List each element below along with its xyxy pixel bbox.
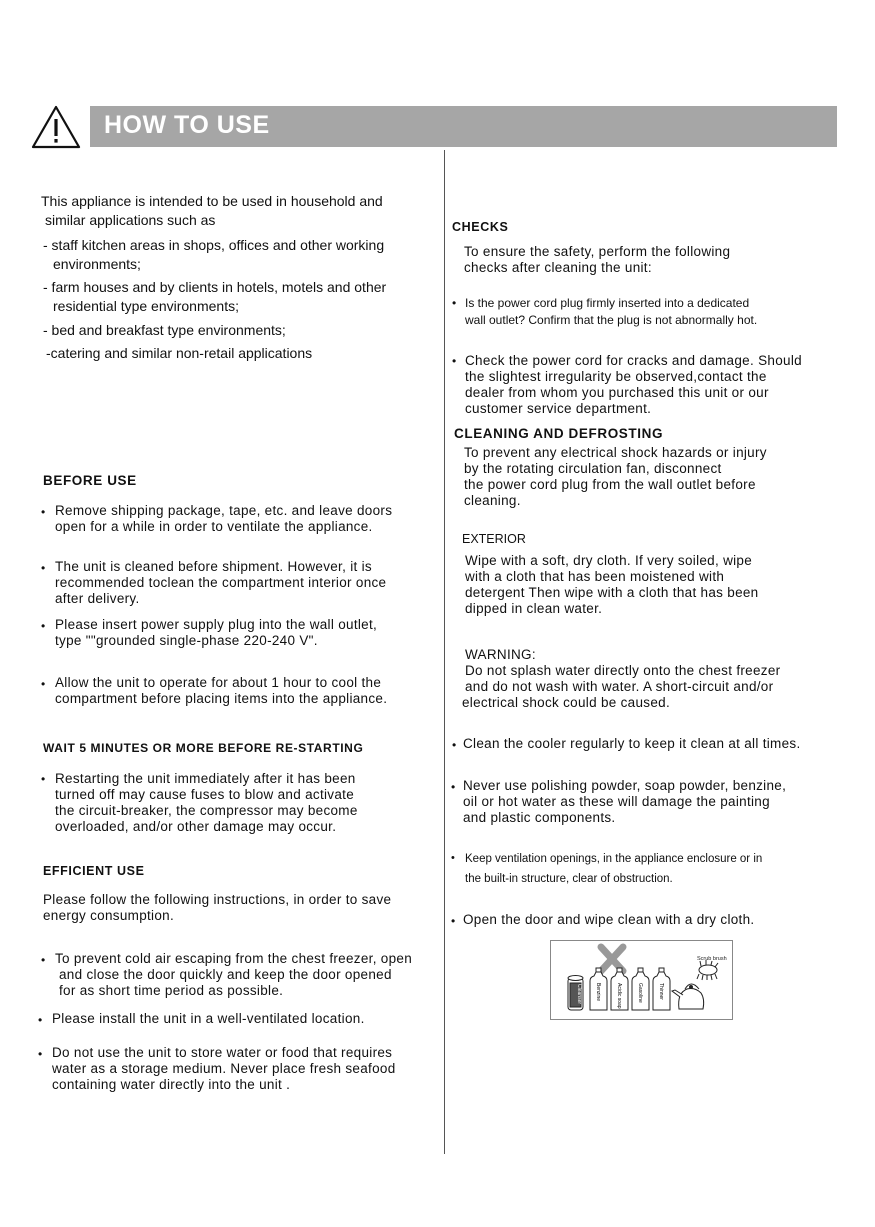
warning-triangle-icon bbox=[30, 104, 82, 150]
list-item: Remove shipping package, tape, etc. and leave doors bbox=[55, 503, 393, 518]
bottle-label: Cleanser bbox=[576, 984, 582, 1005]
list-item: customer service department. bbox=[465, 401, 652, 416]
paragraph-line: the power cord plug from the wall outlet before bbox=[464, 477, 756, 492]
list-item: Open the door and wipe clean with a dry cloth. bbox=[463, 912, 755, 927]
section-title-bar bbox=[90, 106, 837, 147]
list-item: after delivery. bbox=[55, 591, 140, 606]
bullet-icon: • bbox=[451, 914, 456, 928]
bullet-icon: • bbox=[452, 296, 457, 310]
list-item: Please insert power supply plug into the wall outlet, bbox=[55, 617, 378, 632]
warning-label: WARNING: bbox=[465, 647, 536, 662]
list-item: dealer from whom you purchased this unit or our bbox=[465, 385, 769, 400]
section-heading: EFFICIENT USE bbox=[43, 864, 145, 878]
column-divider bbox=[444, 150, 445, 1154]
bullet-icon: • bbox=[41, 953, 46, 967]
list-item: and close the door quickly and keep the door opened bbox=[59, 967, 392, 982]
list-item: type ""grounded single-phase 220-240 V". bbox=[55, 633, 318, 648]
subheading: EXTERIOR bbox=[462, 532, 526, 546]
bottle-label: Acidic soap bbox=[616, 983, 622, 1009]
cleaning-agents-illustration bbox=[550, 940, 733, 1020]
bullet-icon: • bbox=[41, 619, 46, 633]
list-item: Please install the unit in a well-ventilated location. bbox=[52, 1011, 365, 1026]
list-item: oil or hot water as these will damage the painting bbox=[463, 794, 770, 809]
use-item: -catering and similar non-retail applications bbox=[46, 345, 313, 361]
list-item: Check the power cord for cracks and damage. Should bbox=[465, 353, 802, 368]
paragraph-line: Wipe with a soft, dry cloth. If very soiled, wipe bbox=[465, 553, 753, 568]
kettle-icon bbox=[672, 984, 704, 1009]
paragraph-line: dipped in clean water. bbox=[465, 601, 603, 616]
list-item: Clean the cooler regularly to keep it clean at all times. bbox=[463, 736, 801, 751]
list-item: compartment before placing items into the appliance. bbox=[55, 691, 388, 706]
list-item: the circuit-breaker, the compressor may become bbox=[55, 803, 358, 818]
bullet-icon: • bbox=[41, 505, 46, 519]
scrub-brush-label: Scrub brush bbox=[697, 956, 727, 962]
use-item: - bed and breakfast type environments; bbox=[43, 322, 286, 338]
bullet-icon: • bbox=[41, 772, 46, 786]
bottle-label: Benzine bbox=[595, 983, 601, 1002]
bullet-icon: • bbox=[452, 354, 457, 368]
use-item: - staff kitchen areas in shops, offices and other working bbox=[43, 237, 385, 253]
paragraph-line: Do not splash water directly onto the chest freezer bbox=[465, 663, 781, 678]
bullet-icon: • bbox=[451, 780, 456, 794]
list-item: The unit is cleaned before shipment. However, it is bbox=[55, 559, 372, 574]
use-item: - farm houses and by clients in hotels, motels and other bbox=[43, 279, 387, 295]
bottle-label: Thinner bbox=[658, 983, 664, 1000]
list-item: and plastic components. bbox=[463, 810, 616, 825]
paragraph-line: To prevent any electrical shock hazards or injury bbox=[464, 445, 767, 460]
list-item: containing water directly into the unit . bbox=[52, 1077, 291, 1092]
section-heading: CHECKS bbox=[452, 220, 509, 234]
section-heading: BEFORE USE bbox=[43, 473, 137, 488]
list-item: Do not use the unit to store water or food that requires bbox=[52, 1045, 393, 1060]
paragraph-line: energy consumption. bbox=[43, 908, 175, 923]
paragraph-line: electrical shock could be caused. bbox=[462, 695, 671, 710]
list-item: Restarting the unit immediately after it has been bbox=[55, 771, 356, 786]
paragraph-line: Please follow the following instructions, in order to save bbox=[43, 892, 392, 907]
prohibited-x-icon bbox=[601, 947, 623, 971]
paragraph-line: by the rotating circulation fan, disconnect bbox=[464, 461, 722, 476]
list-item: for as short time period as possible. bbox=[59, 983, 284, 998]
bottle-label: Gasoline bbox=[637, 983, 643, 1003]
list-item: Is the power cord plug firmly inserted into a dedicated bbox=[465, 296, 750, 310]
bullet-icon: • bbox=[38, 1013, 43, 1027]
list-item: Keep ventilation openings, in the appliance enclosure or in bbox=[465, 853, 763, 865]
bullet-icon: • bbox=[38, 1047, 43, 1061]
list-item: Never use polishing powder, soap powder, benzine, bbox=[463, 778, 787, 793]
list-item: the slightest irregularity be observed,contact the bbox=[465, 369, 767, 384]
use-item: environments; bbox=[53, 256, 141, 272]
paragraph-line: cleaning. bbox=[464, 493, 521, 508]
paragraph-line: and do not wash with water. A short-circuit and/or bbox=[465, 679, 774, 694]
list-item: wall outlet? Confirm that the plug is not abnormally hot. bbox=[465, 313, 758, 327]
paragraph-line: detergent Then wipe with a cloth that has been bbox=[465, 585, 759, 600]
paragraph-line: with a cloth that has been moistened with bbox=[465, 569, 725, 584]
list-item: open for a while in order to ventilate the appliance. bbox=[55, 519, 373, 534]
section-heading: WAIT 5 MINUTES OR MORE BEFORE RE-STARTING bbox=[43, 741, 364, 755]
list-item: recommended toclean the compartment interior once bbox=[55, 575, 387, 590]
bullet-icon: • bbox=[41, 677, 46, 691]
bullet-icon: • bbox=[452, 738, 457, 752]
bullet-icon: • bbox=[451, 852, 455, 864]
scrub-brush-icon bbox=[697, 960, 718, 980]
list-item: turned off may cause fuses to blow and activate bbox=[55, 787, 355, 802]
list-item: water as a storage medium. Never place fresh seafood bbox=[52, 1061, 396, 1076]
section-heading: CLEANING AND DEFROSTING bbox=[454, 426, 664, 441]
list-item: Allow the unit to operate for about 1 hour to cool the bbox=[55, 675, 382, 690]
list-item: overloaded, and/or other damage may occur. bbox=[55, 819, 337, 834]
intro-line: This appliance is intended to be used in household and bbox=[41, 193, 383, 209]
list-item: the built-in structure, clear of obstruction. bbox=[465, 873, 673, 885]
paragraph-line: checks after cleaning the unit: bbox=[464, 260, 652, 275]
use-item: residential type environments; bbox=[53, 298, 239, 314]
list-item: To prevent cold air escaping from the chest freezer, open bbox=[55, 951, 413, 966]
page-title: HOW TO USE bbox=[104, 111, 270, 139]
paragraph-line: To ensure the safety, perform the following bbox=[464, 244, 731, 259]
intro-line: similar applications such as bbox=[45, 212, 216, 228]
bullet-icon: • bbox=[41, 561, 46, 575]
